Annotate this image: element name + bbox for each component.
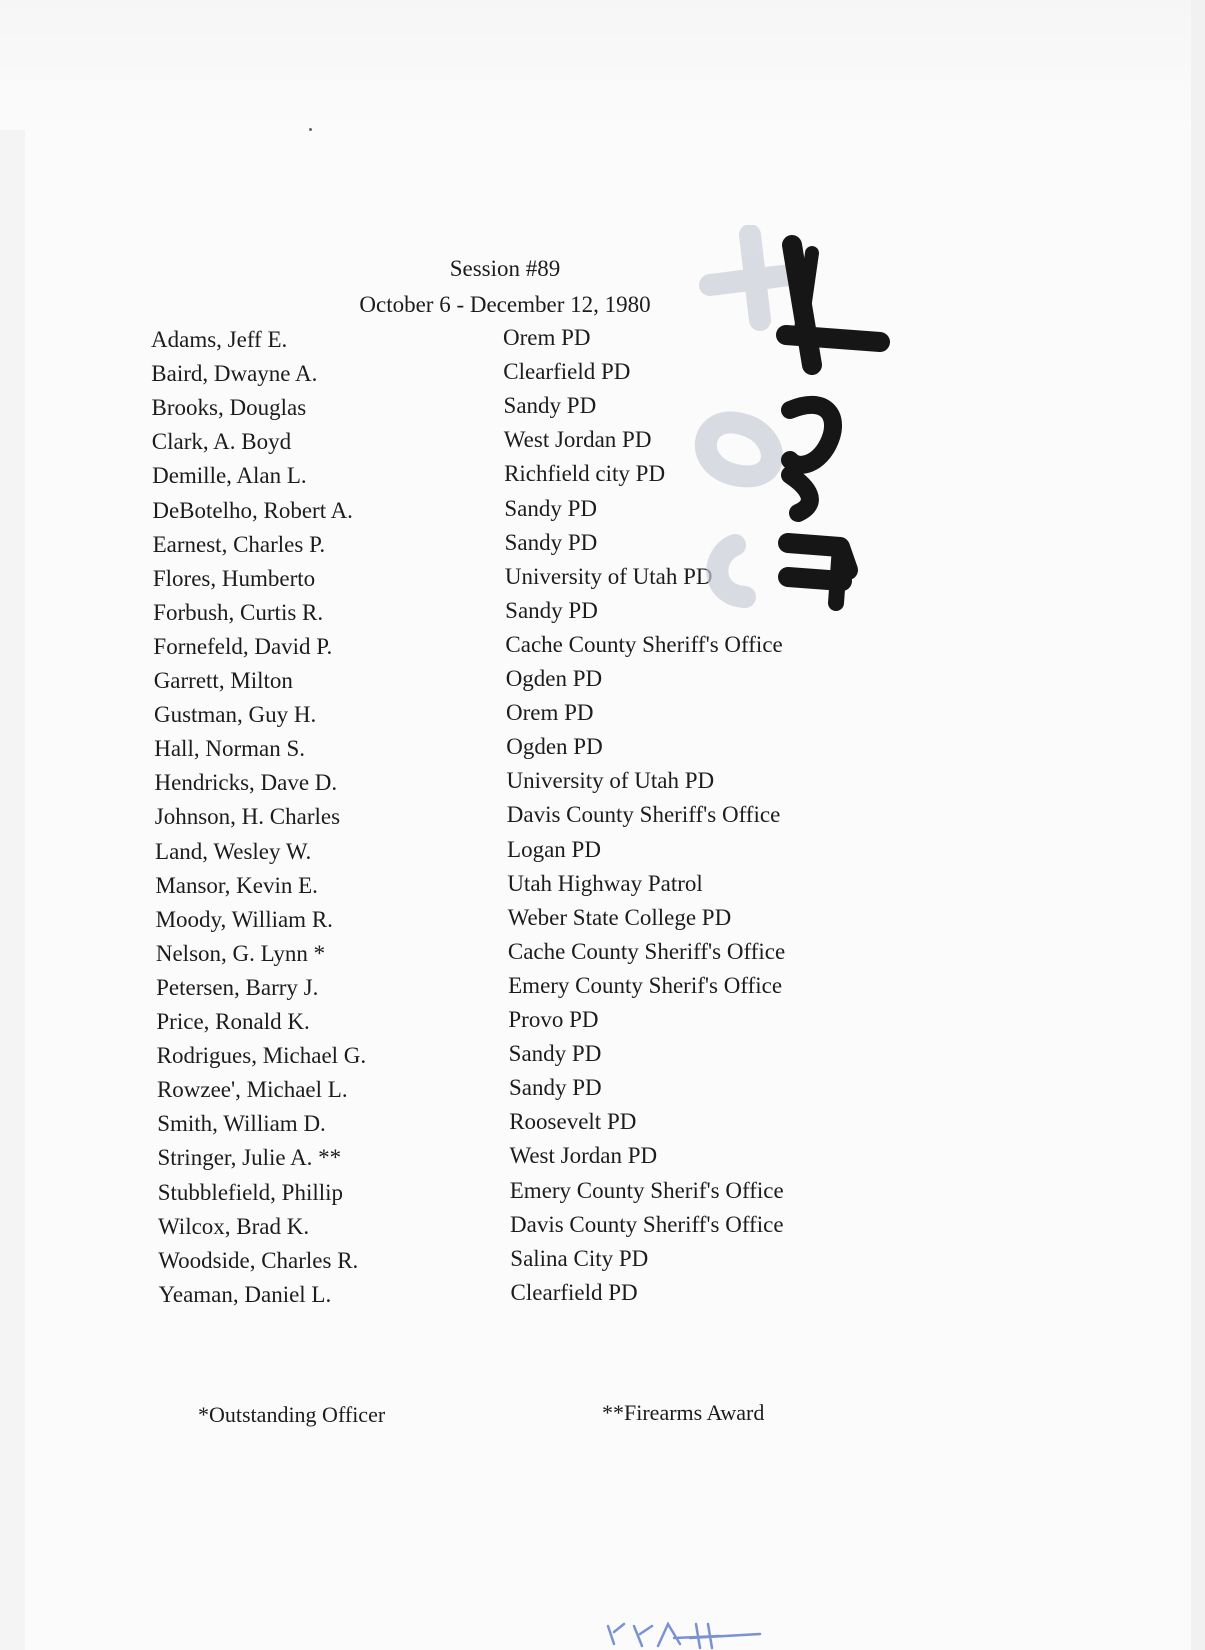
officer-name: Rodrigues, Michael G. xyxy=(156,1043,367,1069)
scan-edge-left xyxy=(0,130,25,1650)
officer-agency: Emery County Sherif's Office xyxy=(508,972,783,998)
officer-agency: Richfield city PD xyxy=(504,461,666,487)
footnote-outstanding-officer: *Outstanding Officer xyxy=(198,1402,386,1427)
officer-name: Smith, William D. xyxy=(157,1111,326,1137)
session-dates: October 6 - December 12, 1980 xyxy=(359,292,651,317)
officer-agency: Sandy PD xyxy=(508,1075,602,1101)
officer-name: Mansor, Kevin E. xyxy=(155,872,318,898)
pencil-shadow-marks xyxy=(706,235,790,597)
officer-name: Fornefeld, David P. xyxy=(153,633,333,659)
officer-agency: Salina City PD xyxy=(510,1245,649,1271)
officer-agency: Clearfield PD xyxy=(503,359,631,385)
officer-agency: Ogden PD xyxy=(505,666,603,691)
officer-name: Stringer, Julie A. ** xyxy=(157,1145,342,1171)
officer-name: Woodside, Charles R. xyxy=(158,1247,359,1273)
officer-name: Hall, Norman S. xyxy=(154,736,305,762)
handwritten-initials xyxy=(600,1618,800,1650)
officer-agency: Weber State College PD xyxy=(507,904,732,930)
officer-name: Price, Ronald K. xyxy=(156,1009,310,1034)
officer-agency: Orem PD xyxy=(505,700,594,726)
officer-agency: Orem PD xyxy=(503,325,591,350)
officer-name: Petersen, Barry J. xyxy=(156,974,319,1000)
officer-agency: Davis County Sheriff's Office xyxy=(506,802,781,828)
officer-name: Brooks, Douglas xyxy=(151,395,307,421)
scan-edge-top xyxy=(0,0,1205,130)
officer-agency: Sandy PD xyxy=(503,393,597,419)
scan-edge-right xyxy=(1191,0,1205,1650)
officer-agency: Sandy PD xyxy=(504,529,598,555)
officer-name: Rowzee', Michael L. xyxy=(156,1077,348,1103)
officer-agency: Sandy PD xyxy=(508,1041,602,1067)
officer-agency: Roosevelt PD xyxy=(509,1109,637,1135)
footnote-firearms-award: **Firearms Award xyxy=(602,1400,765,1425)
officer-name: Nelson, G. Lynn * xyxy=(155,940,326,966)
officer-agency: Sandy PD xyxy=(504,495,597,521)
officer-name: Earnest, Charles P. xyxy=(152,531,326,557)
handwritten-marker-number xyxy=(690,225,920,625)
officer-name: Land, Wesley W. xyxy=(155,838,312,864)
scan-speck xyxy=(309,128,312,131)
officer-name: DeBotelho, Robert A. xyxy=(152,497,353,523)
officer-agency: Sandy PD xyxy=(505,597,598,623)
officer-name: Stubblefield, Phillip xyxy=(157,1179,344,1205)
officer-name: Adams, Jeff E. xyxy=(151,327,288,352)
officer-agency: Clearfield PD xyxy=(510,1279,638,1305)
officer-name: Wilcox, Brad K. xyxy=(158,1213,310,1239)
officer-name: Garrett, Milton xyxy=(153,668,293,693)
officer-agency: Cache County Sheriff's Office xyxy=(507,938,786,964)
officer-name: Clark, A. Boyd xyxy=(151,429,292,455)
officer-name: Moody, William R. xyxy=(155,906,333,932)
officer-name: Demille, Alan L. xyxy=(152,463,307,489)
officer-agency: Cache County Sheriff's Office xyxy=(505,631,783,657)
officer-agency: Logan PD xyxy=(507,836,601,862)
officer-name: Baird, Dwayne A. xyxy=(151,361,318,387)
officer-agency: Ogden PD xyxy=(506,734,603,760)
officer-name: Flores, Humberto xyxy=(152,565,316,591)
officer-name: Johnson, H. Charles xyxy=(154,804,341,830)
officer-agency: Provo PD xyxy=(508,1007,599,1032)
black-marker-strokes xyxy=(786,245,880,603)
officer-agency: Utah Highway Patrol xyxy=(507,870,703,896)
officer-agency: West Jordan PD xyxy=(509,1143,658,1169)
officer-name: Gustman, Guy H. xyxy=(153,702,317,728)
session-title: Session #89 xyxy=(449,256,561,281)
officer-name: Yeaman, Daniel L. xyxy=(158,1281,332,1307)
officer-agency: University of Utah PD xyxy=(506,768,715,794)
officer-agency: West Jordan PD xyxy=(503,427,652,453)
officer-name: Hendricks, Dave D. xyxy=(154,770,338,796)
officer-agency: University of Utah PD xyxy=(504,563,713,589)
officer-agency: Emery County Sherif's Office xyxy=(509,1177,784,1203)
officer-agency: Davis County Sheriff's Office xyxy=(510,1211,784,1237)
officer-name: Forbush, Curtis R. xyxy=(153,599,324,625)
